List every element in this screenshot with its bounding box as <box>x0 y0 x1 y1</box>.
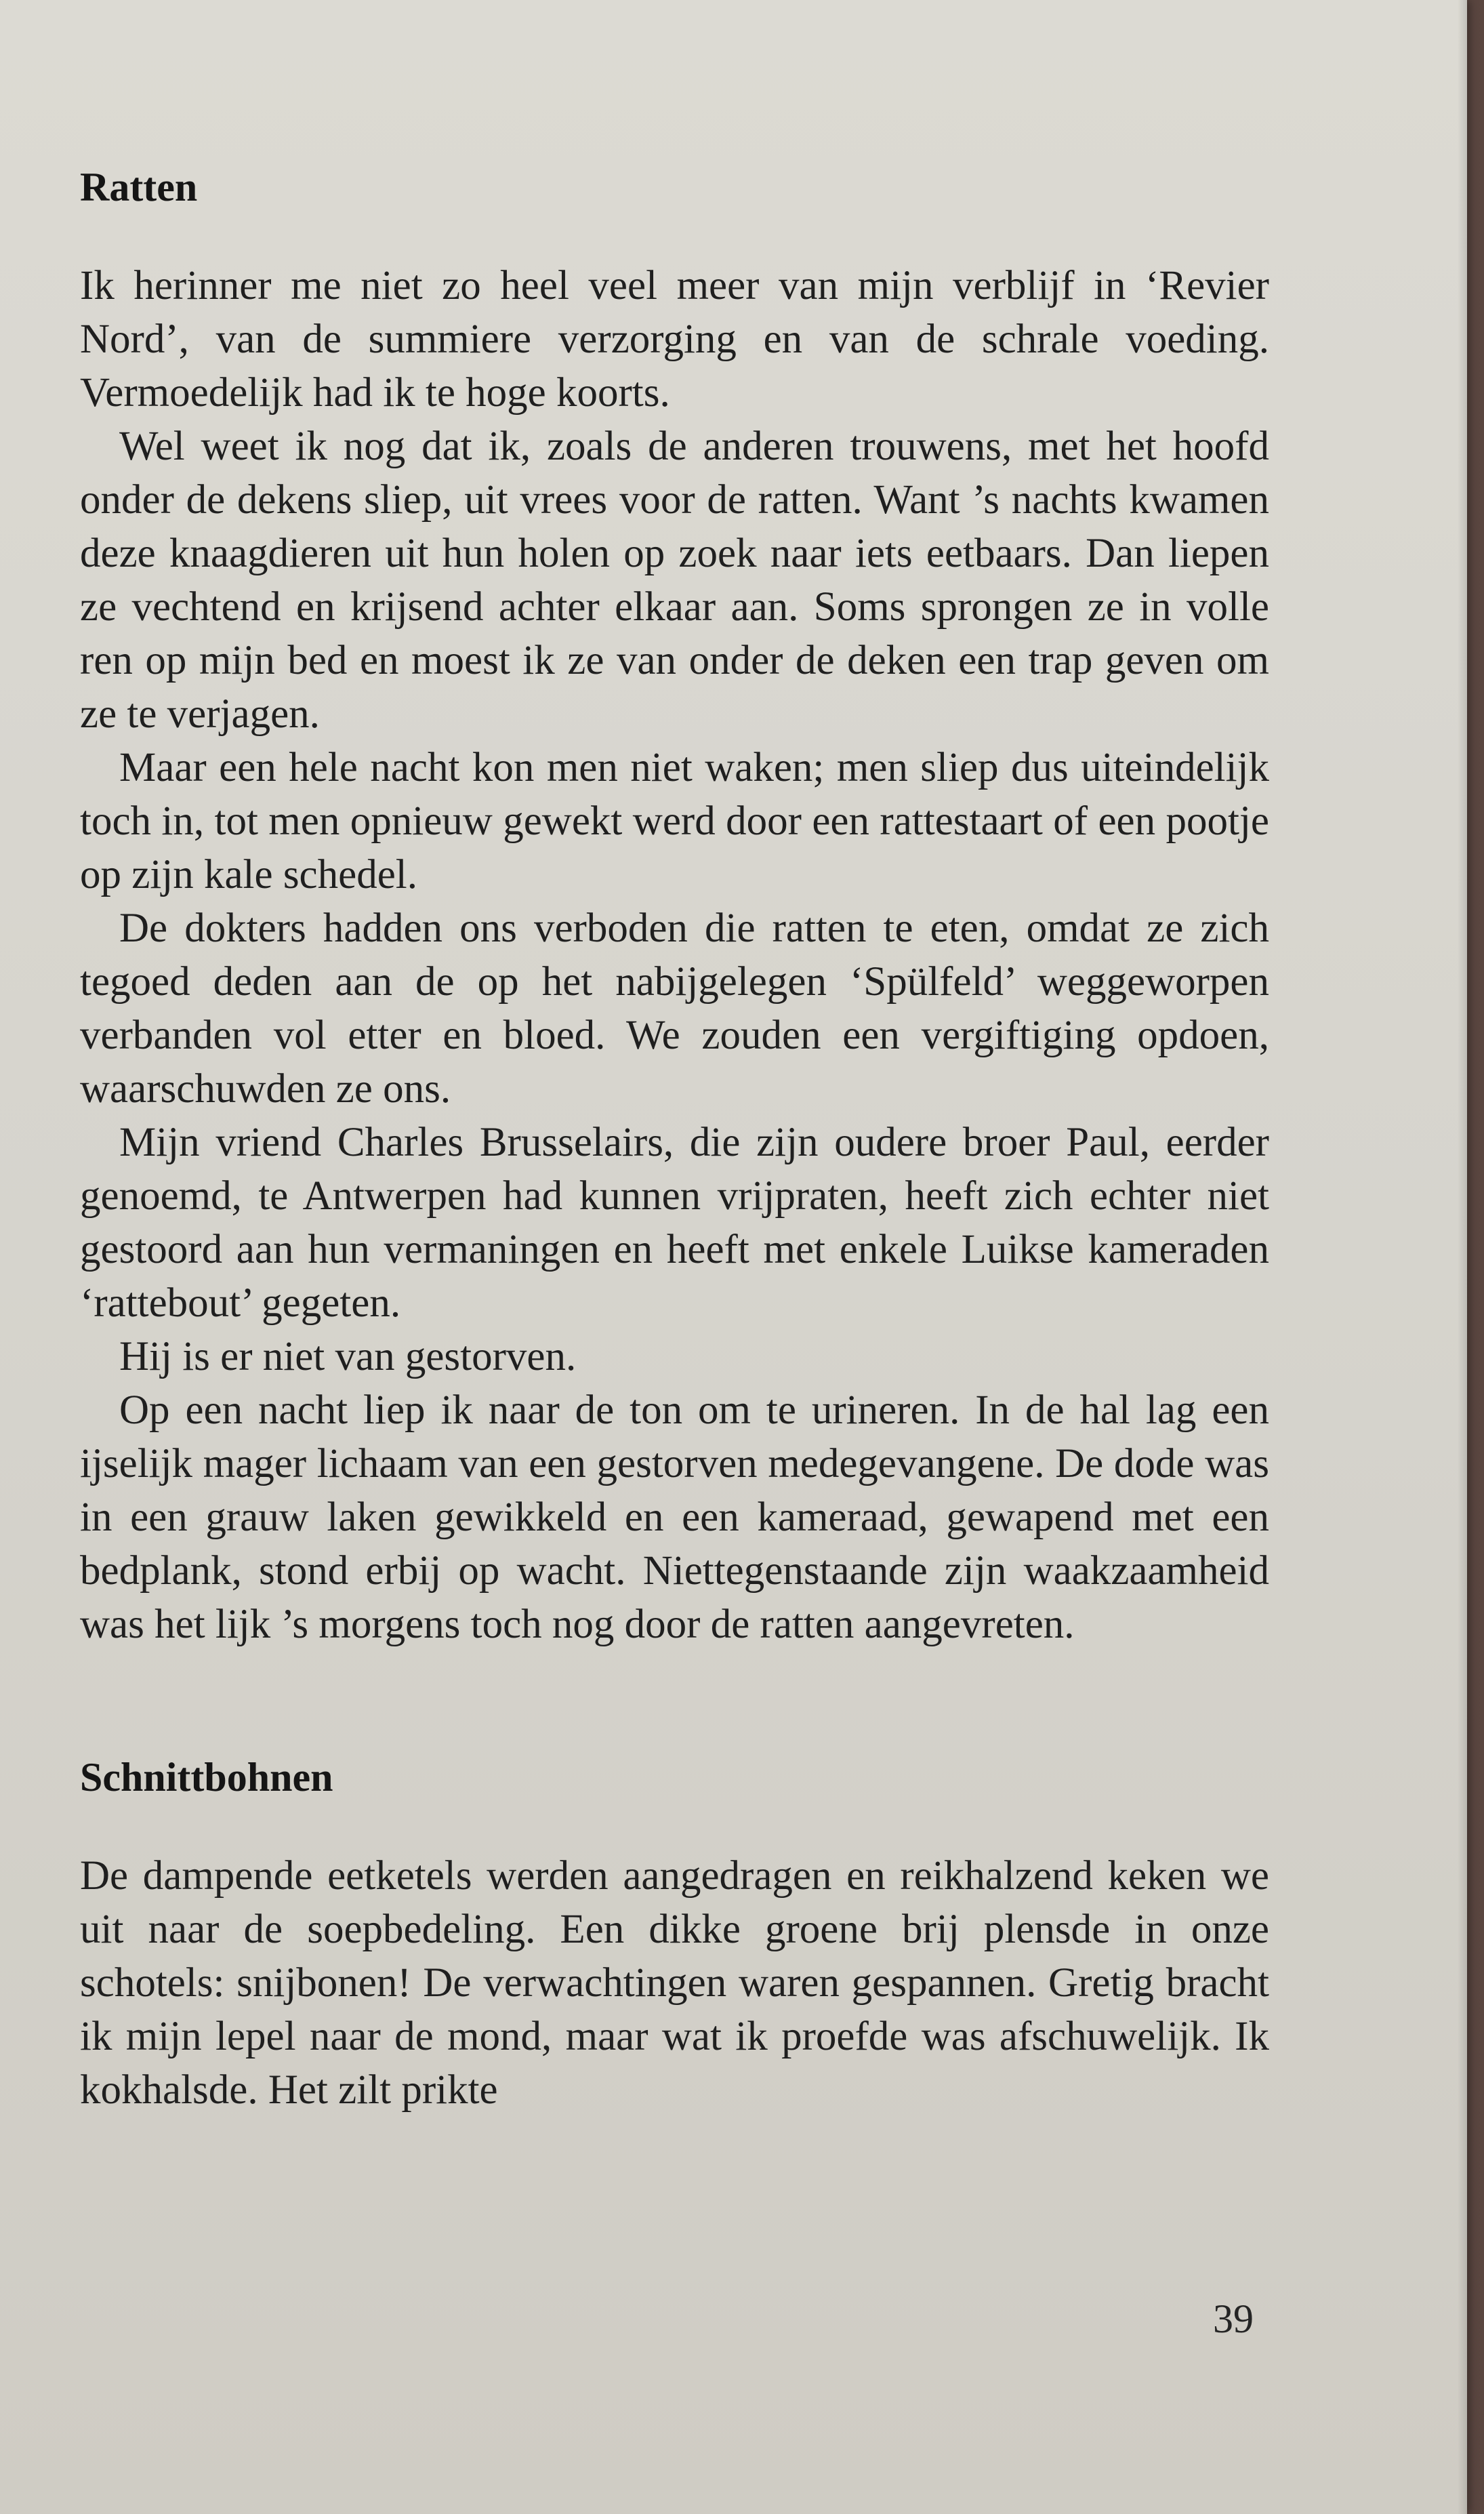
section-heading-ratten: Ratten <box>80 165 198 209</box>
section-heading-schnittbohnen: Schnittbohnen <box>80 1755 333 1800</box>
page-number: 39 <box>1213 2296 1254 2341</box>
paragraph: Wel weet ik nog dat ik, zoals de anderen trouwens, met het hoofd onder de dekens sliep, uit vrees voor de ratten. Want ’s nachts kwamen deze knaagdieren uit hun holen op zoek naar iets eetbaars. Dan liepen ze vechtend en krijsend achter elkaar aan. Soms sprongen ze in volle ren op mijn bed en moest ik ze van onder de deken een trap geven om ze te verjagen. <box>80 424 1269 737</box>
page-content <box>80 163 1269 2117</box>
paragraph: De dampende eetketels werden aangedragen en reikhalzend keken we uit naar de soepbedeling. Een dikke groene brij plensde in onze schotels: snijbonen! De verwachtingen waren gespannen. Gretig bracht ik mijn lepel naar de mond, maar wat ik proefde was afschuwelijk. Ik kokhalsde. Het zilt prikte <box>80 1853 1269 2113</box>
page-edge-shadow <box>1458 0 1467 2514</box>
paragraph: Op een nacht liep ik naar de ton om te urineren. In de hal lag een ijselijk mager lichaam van een gestorven medegevangene. De dode was in een grauw laken gewikkeld en een kameraad, gewapend met een bedplank, stond erbij op wacht. Niettegenstaande zijn waakzaamheid was het lijk ’s morgens toch nog door de ratten aangevreten. <box>80 1387 1269 1647</box>
paragraph: Mijn vriend Charles Brusselairs, die zijn oudere broer Paul, eerder genoemd, te Antwerpen had kunnen vrijpraten, heeft zich echter niet gestoord aan hun vermaningen en heeft met enkele Luikse kameraden ‘rattebout’ gegeten. <box>80 1120 1269 1326</box>
paragraph: De dokters hadden ons verboden die ratten te eten, omdat ze zich tegoed deden aan de op het nabijgelegen ‘Spülfeld’ weggeworpen verbanden vol etter en bloed. We zouden een vergiftiging opdoen, waarschuwden ze ons. <box>80 906 1269 1112</box>
paragraph: Ik herinner me niet zo heel veel meer van mijn verblijf in ‘Revier Nord’, van de summiere verzorging en van de schrale voeding. Vermoedelijk had ik te hoge koorts. <box>80 263 1269 415</box>
paragraph: Hij is er niet van gestorven. <box>119 1334 577 1379</box>
paragraph: Maar een hele nacht kon men niet waken; men sliep dus uiteindelijk toch in, tot men opnieuw gewekt werd door een rattestaart of een pootje op zijn kale schedel. <box>80 745 1269 897</box>
